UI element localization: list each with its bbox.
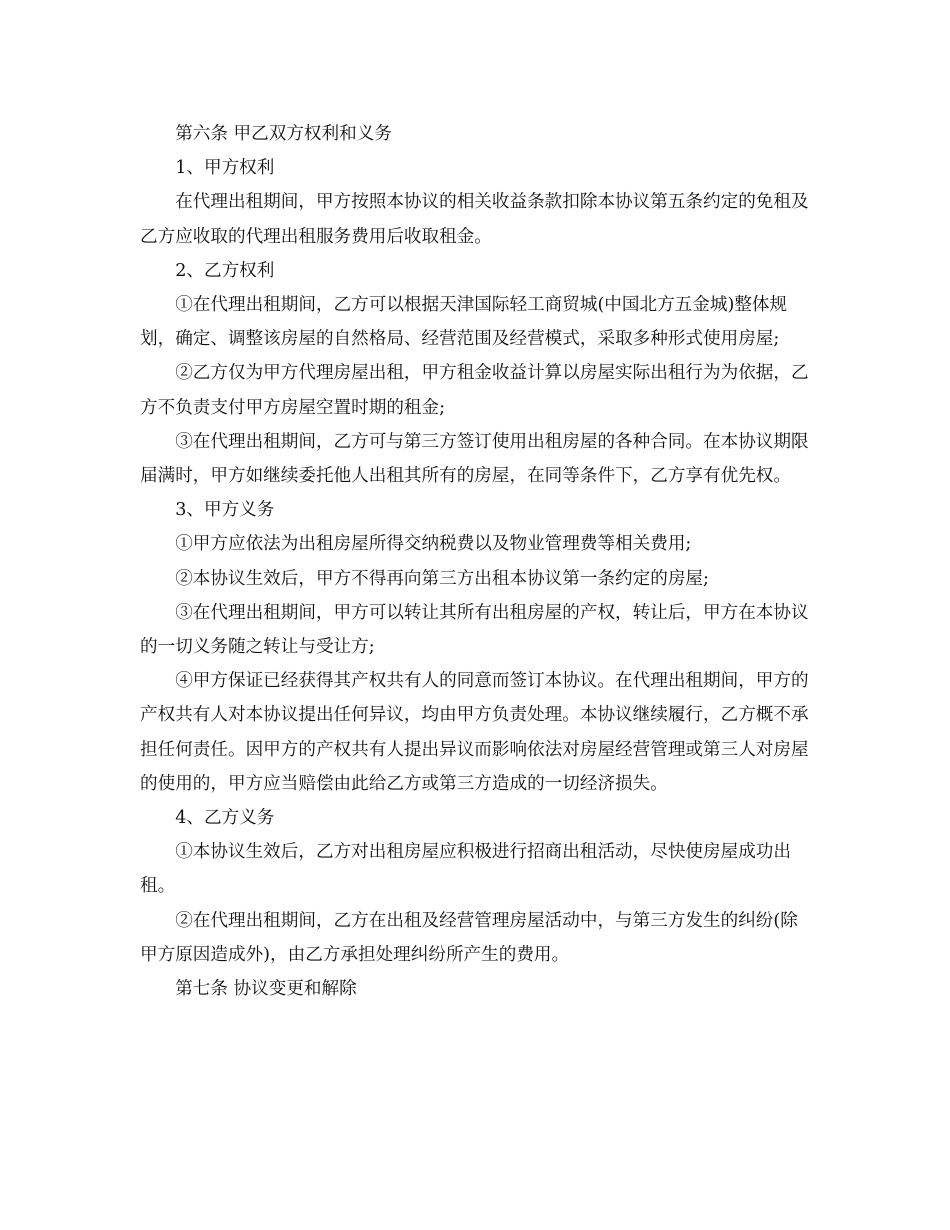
- paragraph-party-a-obligation-3: ③在代理出租期间，甲方可以转让其所有出租房屋的产权，转让后，甲方在本协议的一切义务随之转让与受让方;: [140, 602, 809, 658]
- paragraph-party-a-obligation-4: ④甲方保证已经获得其产权共有人的同意而签订本协议。在代理出租期间，甲方的产权共有人对本协议提出任何异议，均由甲方负责处理。本协议继续履行，乙方概不承担任何责任。因甲方的产权共有人提出异议而影响依法对房屋经营管理或第三人对房屋的使用的，甲方应当赔偿由此给乙方或第三方造成的一切经济损失。: [140, 671, 809, 794]
- section-party-a-obligations-heading: 3、甲方义务: [175, 500, 275, 521]
- section-party-b-rights-heading: 2、乙方权利: [175, 260, 275, 281]
- paragraph-party-a-obligation-2: ②本协议生效后，甲方不得再向第三方出租本协议第一条约定的房屋;: [175, 568, 709, 589]
- paragraph-party-b-obligation-1: ①本协议生效后，乙方对出租房屋应积极进行招商出租活动，尽快使房屋成功出租。: [140, 842, 791, 897]
- paragraph-party-b-right-3: ③在代理出租期间，乙方可与第三方签订使用出租房屋的各种合同。在本协议期限届满时，甲方如继续委托他人出租其所有的房屋，在同等条件下，乙方享有优先权。: [140, 431, 809, 487]
- article-7-heading: 第七条 协议变更和解除: [175, 979, 357, 1000]
- paragraph-party-a-obligation-1: ①甲方应依法为出租房屋所得交纳税费以及物业管理费等相关费用;: [175, 534, 692, 555]
- paragraph-party-b-obligation-2: ②在代理出租期间，乙方在出租及经营管理房屋活动中，与第三方发生的纠纷(除甲方原因造成外)，由乙方承担处理纠纷所产生的费用。: [140, 910, 798, 965]
- article-6-heading: 第六条 甲乙双方权利和义务: [175, 124, 392, 144]
- paragraph-party-b-right-2: ②乙方仅为甲方代理房屋出租，甲方租金收益计算以房屋实际出租行为为依据，乙方不负责支付甲方房屋空置时期的租金;: [140, 363, 809, 418]
- document-body: [140, 117, 812, 1006]
- section-party-b-obligations-heading: 4、乙方义务: [175, 808, 275, 829]
- paragraph-party-b-right-1: ①在代理出租期间，乙方可以根据天津国际轻工商贸城(中国北方五金城)整体规划，确定、调整该房屋的自然格局、经营范围及经营模式，采取多种形式使用房屋;: [140, 295, 788, 350]
- section-party-a-rights-heading: 1、甲方权利: [175, 158, 275, 179]
- paragraph-party-a-rights: 在代理出租期间，甲方按照本协议的相关收益条款扣除本协议第五条约定的免租及乙方应收取的代理出租服务费用后收取租金。: [140, 192, 809, 247]
